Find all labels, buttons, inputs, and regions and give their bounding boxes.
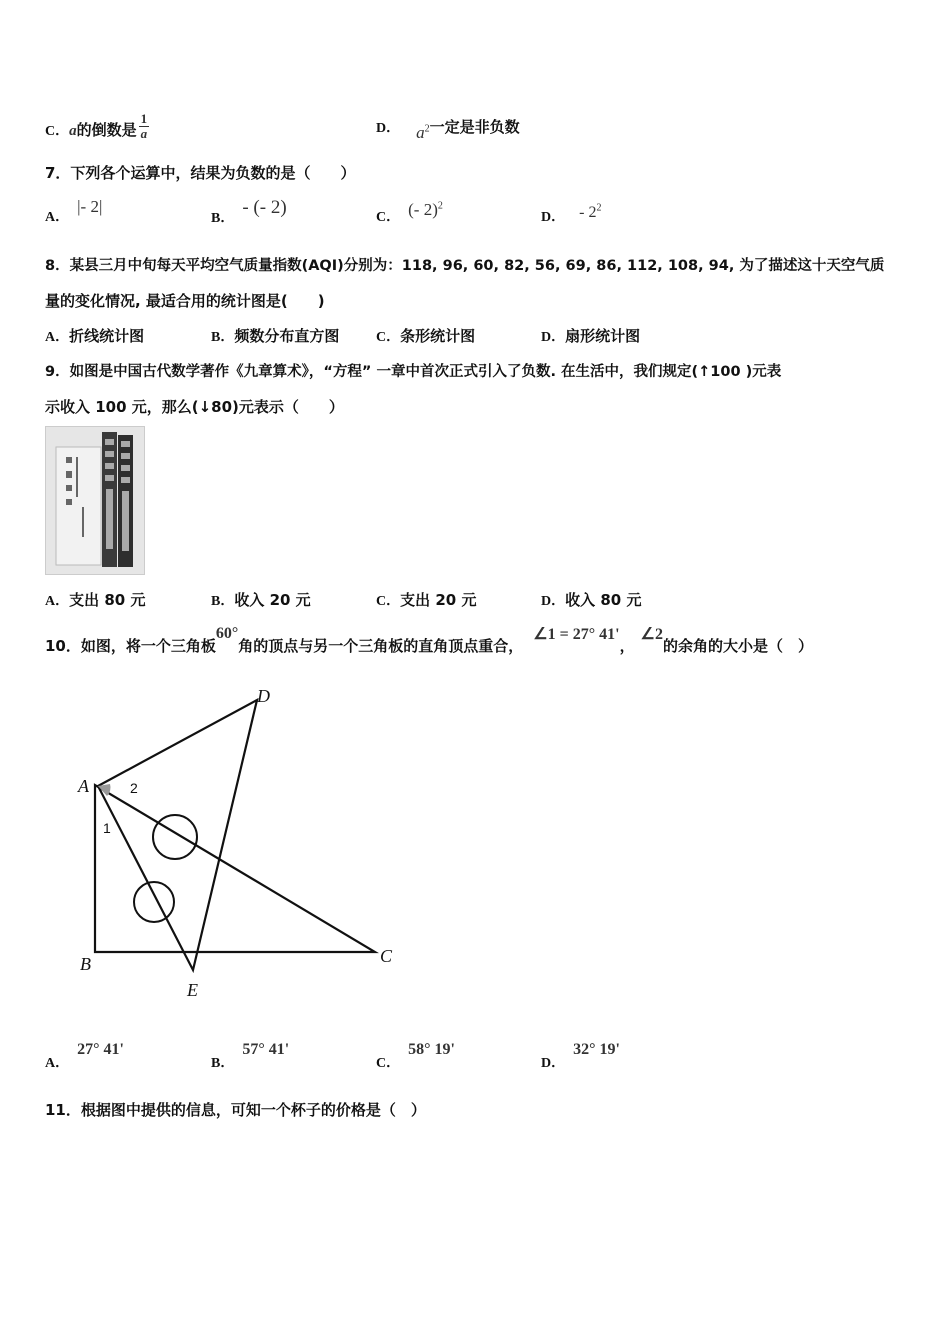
angle-1-value: ∠1 = 27° 41' bbox=[533, 626, 620, 643]
q7-option-b bbox=[211, 197, 287, 228]
stem-text: 角的顶点与另一个三角板的直角顶点重合， bbox=[238, 637, 524, 655]
math-a: a bbox=[416, 123, 425, 142]
option-text: 收入 20 元 bbox=[234, 591, 311, 609]
q10-option-a bbox=[45, 1041, 124, 1072]
option-label: B． bbox=[211, 330, 235, 345]
option-label: D． bbox=[541, 330, 566, 345]
q9-option-c bbox=[376, 589, 476, 610]
option-label: D． bbox=[541, 594, 566, 609]
math-expression: 27° 41' bbox=[77, 1041, 124, 1058]
math-expression: 58° 19' bbox=[408, 1041, 455, 1058]
option-text: 支出 20 元 bbox=[400, 591, 477, 609]
q10-option-d bbox=[541, 1041, 620, 1072]
q11-stem: 11．根据图中提供的信息，可知一个杯子的价格是（ ） bbox=[45, 1101, 426, 1119]
q10-stem bbox=[45, 625, 813, 656]
math-expression: (- 2) bbox=[408, 200, 438, 219]
q8-stem-line1: 8．某县三月中旬每天平均空气质量指数(AQI)分别为：118, 96, 60, 82, 56, 69, 86, 112, 108, 94, 为了描述这十天空气质 bbox=[45, 258, 885, 274]
option-label: B． bbox=[211, 211, 235, 226]
option-text: 支出 80 元 bbox=[69, 591, 146, 609]
q9-option-b bbox=[211, 589, 311, 610]
q6-option-d bbox=[376, 116, 520, 142]
q9-option-d bbox=[541, 589, 641, 610]
option-text: 一定是非负数 bbox=[429, 118, 520, 136]
option-label: C． bbox=[376, 210, 401, 225]
option-label: D． bbox=[541, 1056, 566, 1071]
q8-option-c bbox=[376, 325, 475, 346]
book-illustration bbox=[46, 427, 144, 574]
q6-option-c bbox=[45, 111, 149, 145]
q10-option-c bbox=[376, 1041, 455, 1072]
q8-option-a bbox=[45, 325, 144, 346]
q7-option-d bbox=[541, 202, 602, 226]
q9-stem-line2: 示收入 100 元，那么(↓80)元表示（ ） bbox=[45, 398, 344, 416]
stem-text: ， bbox=[619, 637, 635, 655]
label-angle-2: 2 bbox=[130, 780, 138, 796]
q9-option-a bbox=[45, 589, 145, 610]
label-d: D bbox=[257, 686, 270, 706]
option-label: B． bbox=[211, 1056, 235, 1071]
angle-2: ∠2 bbox=[640, 626, 663, 643]
math-expression: - (- 2) bbox=[242, 197, 287, 218]
stem-text: 10．如图，将一个三角板 bbox=[45, 637, 216, 655]
label-a: A bbox=[78, 776, 89, 796]
option-text: 收入 80 元 bbox=[565, 591, 642, 609]
math-expression: 57° 41' bbox=[242, 1041, 290, 1058]
math-expression: 32° 19' bbox=[573, 1041, 620, 1058]
label-c: C bbox=[380, 946, 393, 966]
option-label: C． bbox=[376, 594, 401, 609]
option-label: A． bbox=[45, 1056, 70, 1071]
q7-option-a bbox=[45, 197, 103, 226]
fraction-1-over-a: $\frac{1}{a}$ bbox=[140, 111, 148, 141]
option-label: A． bbox=[45, 594, 70, 609]
jiuzhang-suanshu-book-image bbox=[45, 426, 145, 575]
math-sup: 2 bbox=[424, 123, 430, 135]
q8-stem-line2: 量的变化情况, 最适合用的统计图是( ) bbox=[45, 292, 325, 310]
option-text: 扇形统计图 bbox=[565, 327, 641, 345]
option-label: B． bbox=[211, 594, 235, 609]
triangle-hole bbox=[134, 882, 174, 922]
option-label: D． bbox=[541, 210, 566, 225]
option-text: 条形统计图 bbox=[400, 327, 476, 345]
math-sup: 2 bbox=[596, 202, 602, 214]
triangle-hole bbox=[153, 815, 197, 859]
option-label: C． bbox=[376, 1056, 401, 1071]
option-label: A． bbox=[45, 330, 70, 345]
math-expression: - 2 bbox=[579, 204, 597, 221]
q7-stem: 7．下列各个运算中，结果为负数的是（ ） bbox=[45, 164, 356, 182]
option-label: C． bbox=[376, 330, 401, 345]
option-text: 折线统计图 bbox=[69, 327, 145, 345]
stem-text: 的余角的大小是（ ） bbox=[662, 637, 813, 655]
q9-stem-line1: 9．如图是中国古代数学著作《九章算术》，“方程” 一章中首次正式引入了负数. 在生活中，我们规定(↑100 )元表 bbox=[45, 364, 782, 380]
option-text: 频数分布直方图 bbox=[234, 327, 340, 345]
label-angle-1: 1 bbox=[103, 820, 111, 836]
label-b: B bbox=[80, 954, 91, 974]
option-text: 的倒数是 bbox=[76, 121, 137, 139]
math-expression: |- 2| bbox=[77, 197, 103, 216]
triangle-figure bbox=[70, 680, 410, 1000]
q10-option-b bbox=[211, 1041, 290, 1072]
angle-60: 60° bbox=[215, 625, 239, 642]
option-label: D． bbox=[376, 121, 401, 136]
option-label: A． bbox=[45, 210, 70, 225]
math-sup: 2 bbox=[437, 200, 443, 212]
variable-a: a bbox=[69, 123, 77, 139]
option-label: C． bbox=[45, 124, 70, 139]
triangle-abc bbox=[95, 785, 375, 952]
label-e: E bbox=[187, 980, 198, 1000]
q7-option-c bbox=[376, 200, 443, 226]
q8-option-d bbox=[541, 325, 640, 346]
q8-option-b bbox=[211, 325, 339, 346]
